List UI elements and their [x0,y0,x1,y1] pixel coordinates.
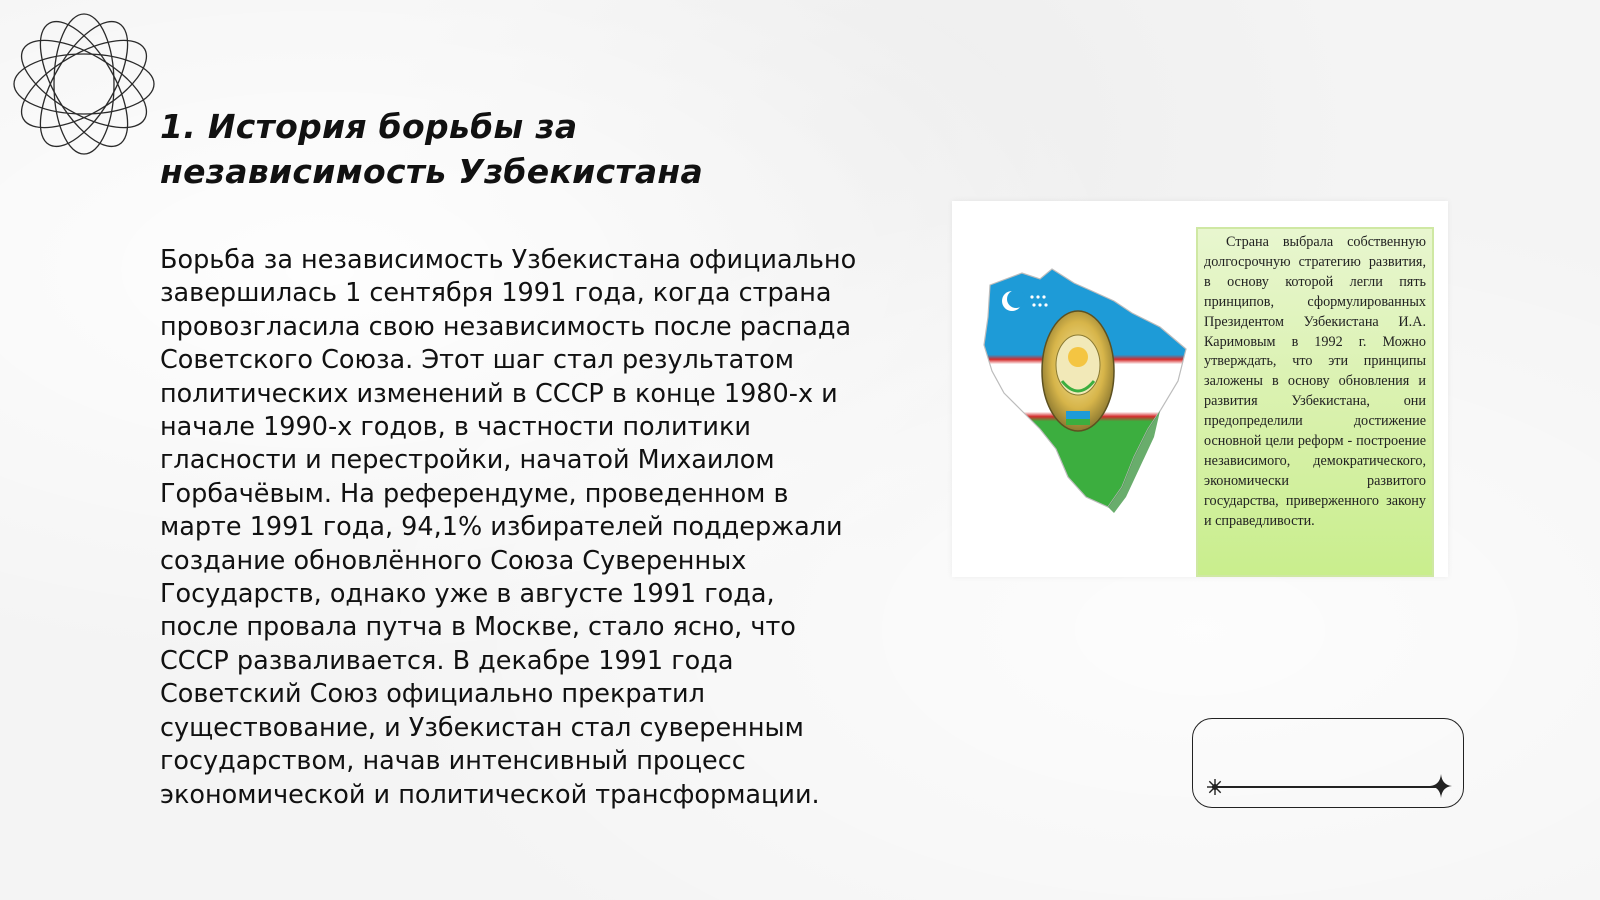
title-line-1: 1. История борьбы за [160,107,578,146]
ornament-circles-icon [8,8,160,160]
caption-box: Страна выбрала собственную долгосрочную стратегию развития, в основу которой легли пять принципов, сформулированных Президентом Узбекистана И.А. Каримовым в 1992 г. Можно утверждать, что эти принципы заложены в основу обновления и развития Узбекистана, они предопределили достижение основной цели реформ - построение независимого, демократического, экономически развитого государства, приверженного закону и справедливости. [1196,227,1434,577]
body-paragraph: Борьба за независимость Узбекистана официально завершилась 1 сентября 1991 года, когда страна провозгласила свою независимость после распада Советского Союза. Этот шаг стал результатом политических изменений в СССР в конце 1980-х и начале 1990-х годов, в частности политики гласности и перестройки, начатой Михаилом Горбачёвым. На референдуме, проведенном в марте 1991 года, 94,1% избирателей поддержали создание обновлённого Союза Суверенных Государств, однако уже в августе 1991 года, после провала путча в Москве, стало ясно, что СССР разваливается. В декабре 1991 года Советский Союз официально прекратил существование, и Узбекистан стал суверенным государством, начав интенсивный процесс экономической и политической трансформации. [160,245,857,810]
decorative-frame [1192,718,1464,808]
starburst-icon [1206,778,1224,796]
decorative-line [1212,786,1440,788]
title-line-2: независимость Узбекистана [160,152,704,191]
slide-title [160,104,880,194]
image-panel [952,201,1448,577]
uzbekistan-map-icon [982,261,1192,521]
sparkle-icon [1430,774,1452,798]
